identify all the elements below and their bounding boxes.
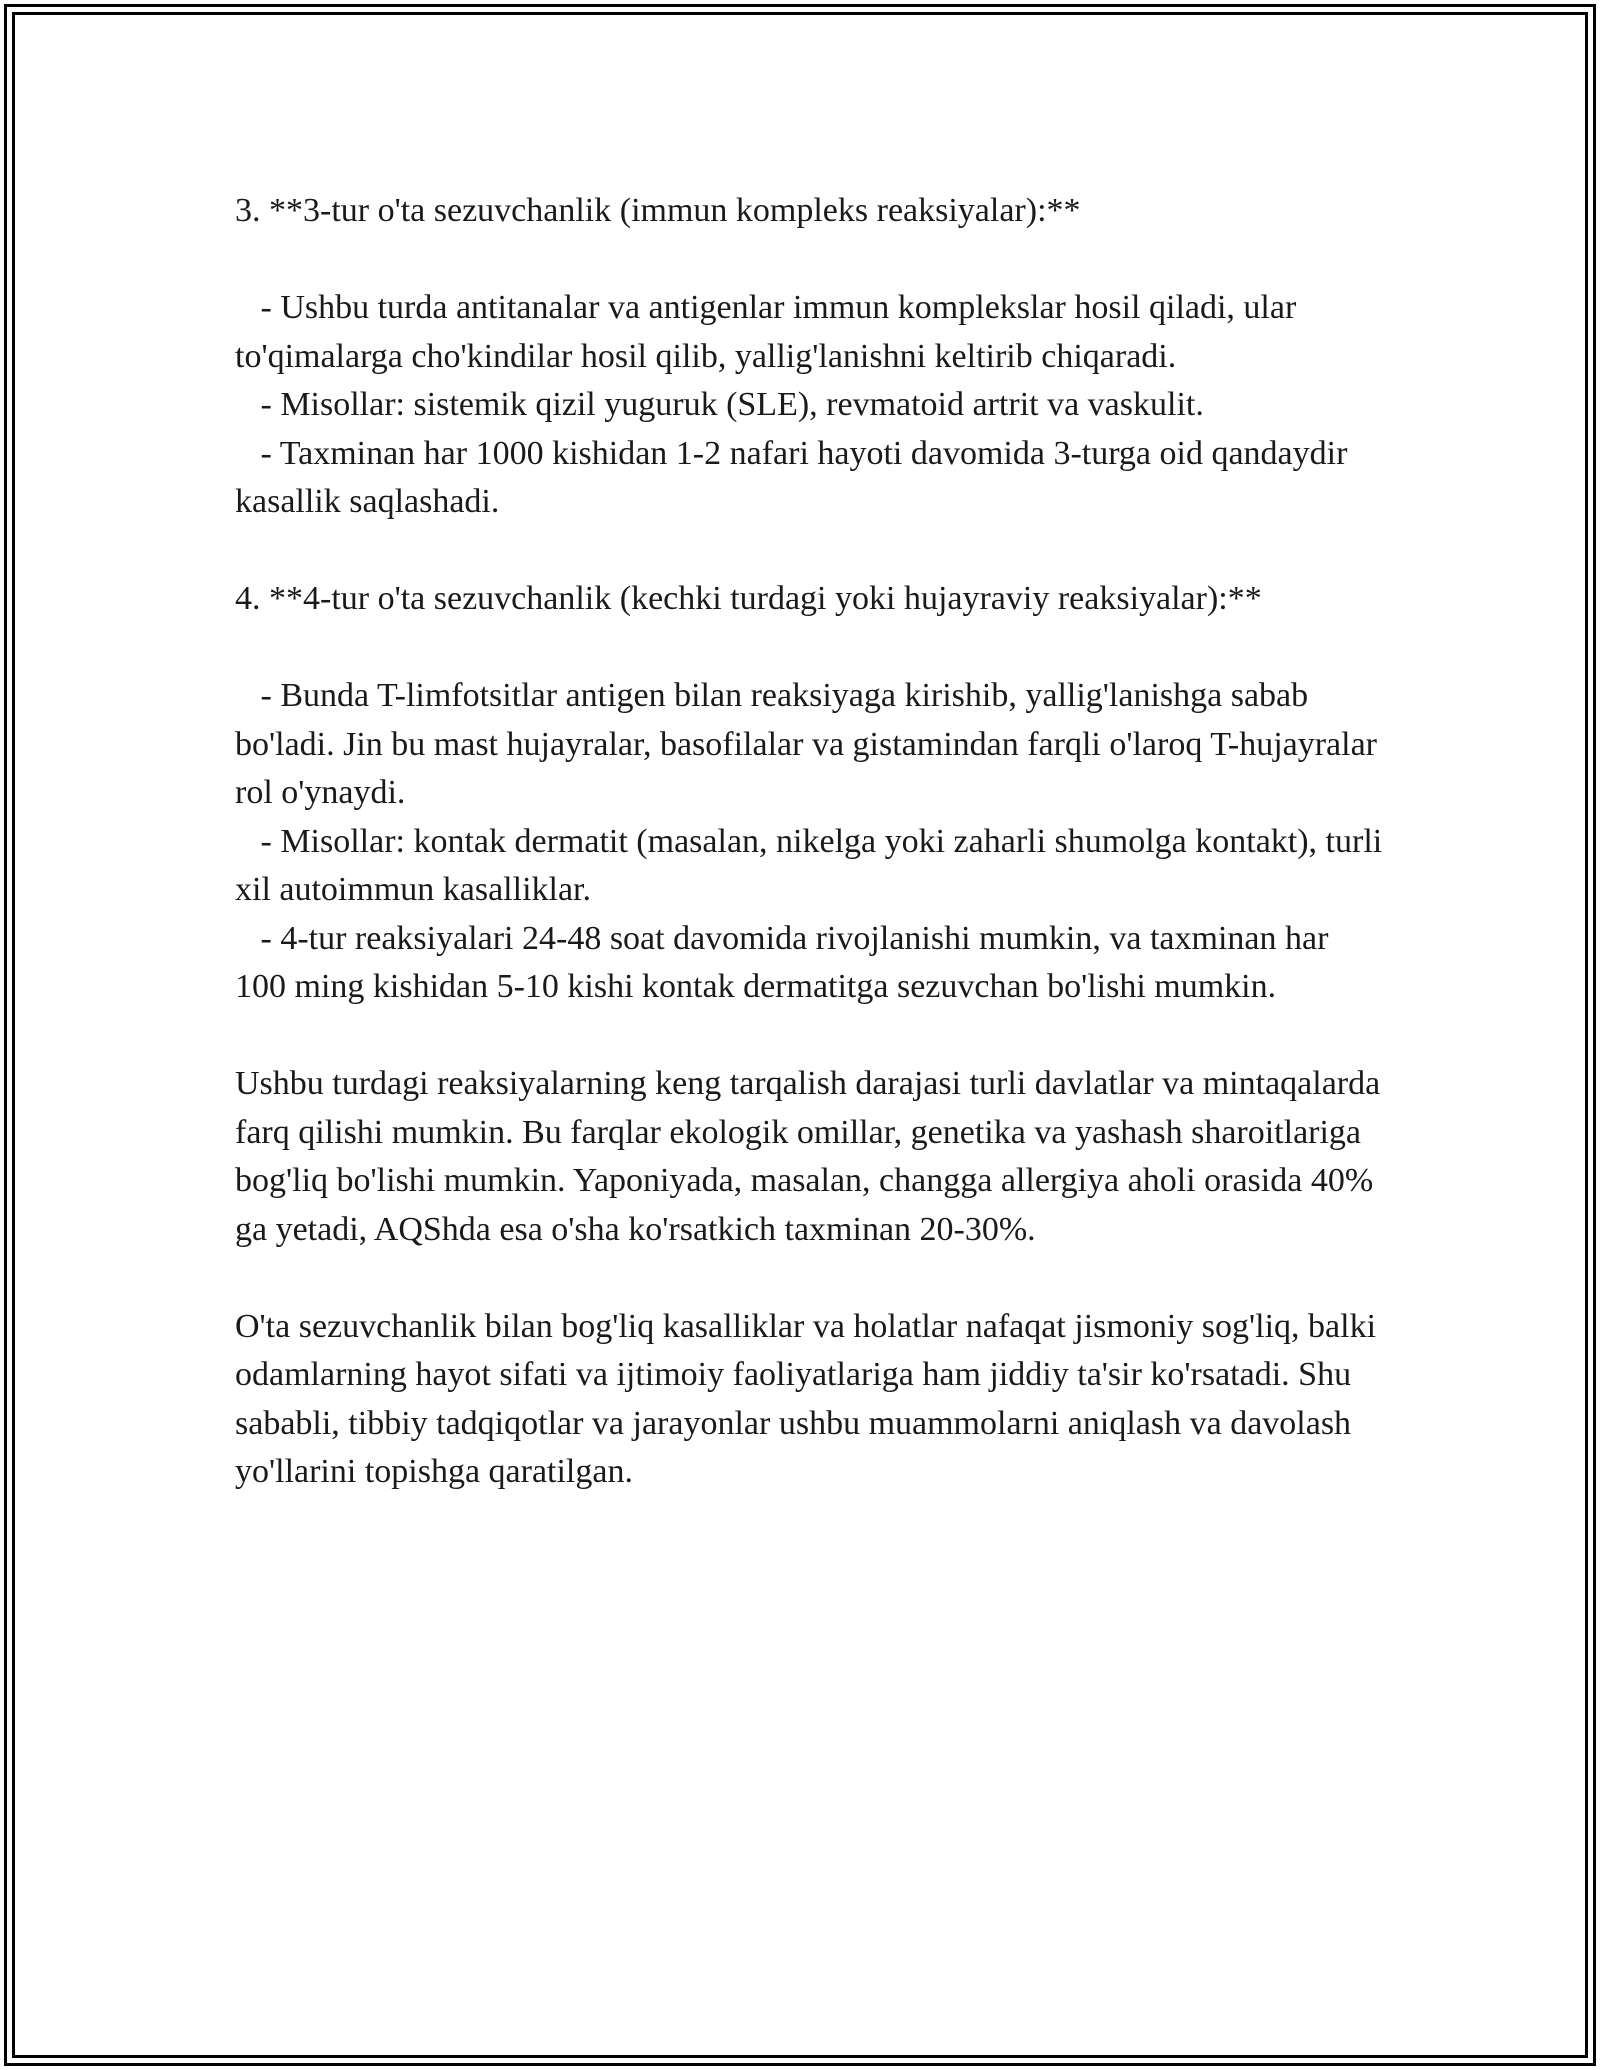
paragraph-prevalence: Ushbu turdagi reaksiyalarning keng tarqalish darajasi turli davlatlar va mintaqalarda farq qilishi mumkin. Bu farqlar ekologik omillar, genetika va yashash sharoitlariga bog'liq bo'lishi mumkin. Yaponiyada, masalan, changga allergiya aholi orasida 40% ga yetadi, AQShda esa o'sha ko'rsatkich taxminan 20-30%. [235,1065,1389,1248]
section-4-item-2: - Misollar: kontak dermatit (masalan, nikelga yoki zaharli shumolga kontakt), turli xil autoimmun kasalliklar. [235,822,1391,908]
section-4-heading: 4. **4-tur o'ta sezuvchanlik (kechki turdagi yoki hujayraviy reaksiyalar):** [235,580,1262,617]
section-3-item-1: - Ushbu turda antitanalar va antigenlar immun komplekslar hosil qiladi, ular to'qimalarga cho'kindilar hosil qilib, yallig'lanishni keltirib chiqaradi. [235,289,1305,375]
document-body [235,187,1391,1497]
paragraph-impact: O'ta sezuvchanlik bilan bog'liq kasalliklar va holatlar nafaqat jismoniy sog'liq, balki odamlarning hayot sifati va ijtimoiy faoliyatlariga ham jiddiy ta'sir ko'rsatadi. Shu sababli, tibbiy tadqiqotlar va jarayonlar ushbu muammolarni aniqlash va davolash yo'llarini topishga qaratilgan. [235,1307,1385,1490]
section-3-heading: 3. **3-tur o'ta sezuvchanlik (immun kompleks reaksiyalar):** [235,192,1081,229]
section-3-item-2: - Misollar: sistemik qizil yuguruk (SLE), revmatoid artrit va vaskulit. [235,386,1204,423]
section-4-item-1: - Bunda T-limfotsitlar antigen bilan reaksiyaga kirishib, yallig'lanishga sabab bo'ladi. Jin bu mast hujayralar, basofilalar va gistamindan farqli o'laroq T-hujayralar rol o'ynaydi. [235,677,1386,811]
section-4-item-3: - 4-tur reaksiyalari 24-48 soat davomida rivojlanishi mumkin, va taxminan har 100 ming kishidan 5-10 kishi kontak dermatitga sezuvchan bo'lishi mumkin. [235,919,1337,1005]
section-3-item-3: - Taxminan har 1000 kishidan 1-2 nafari hayoti davomida 3-turga oid qandaydir kasallik saqlashadi. [235,434,1356,520]
